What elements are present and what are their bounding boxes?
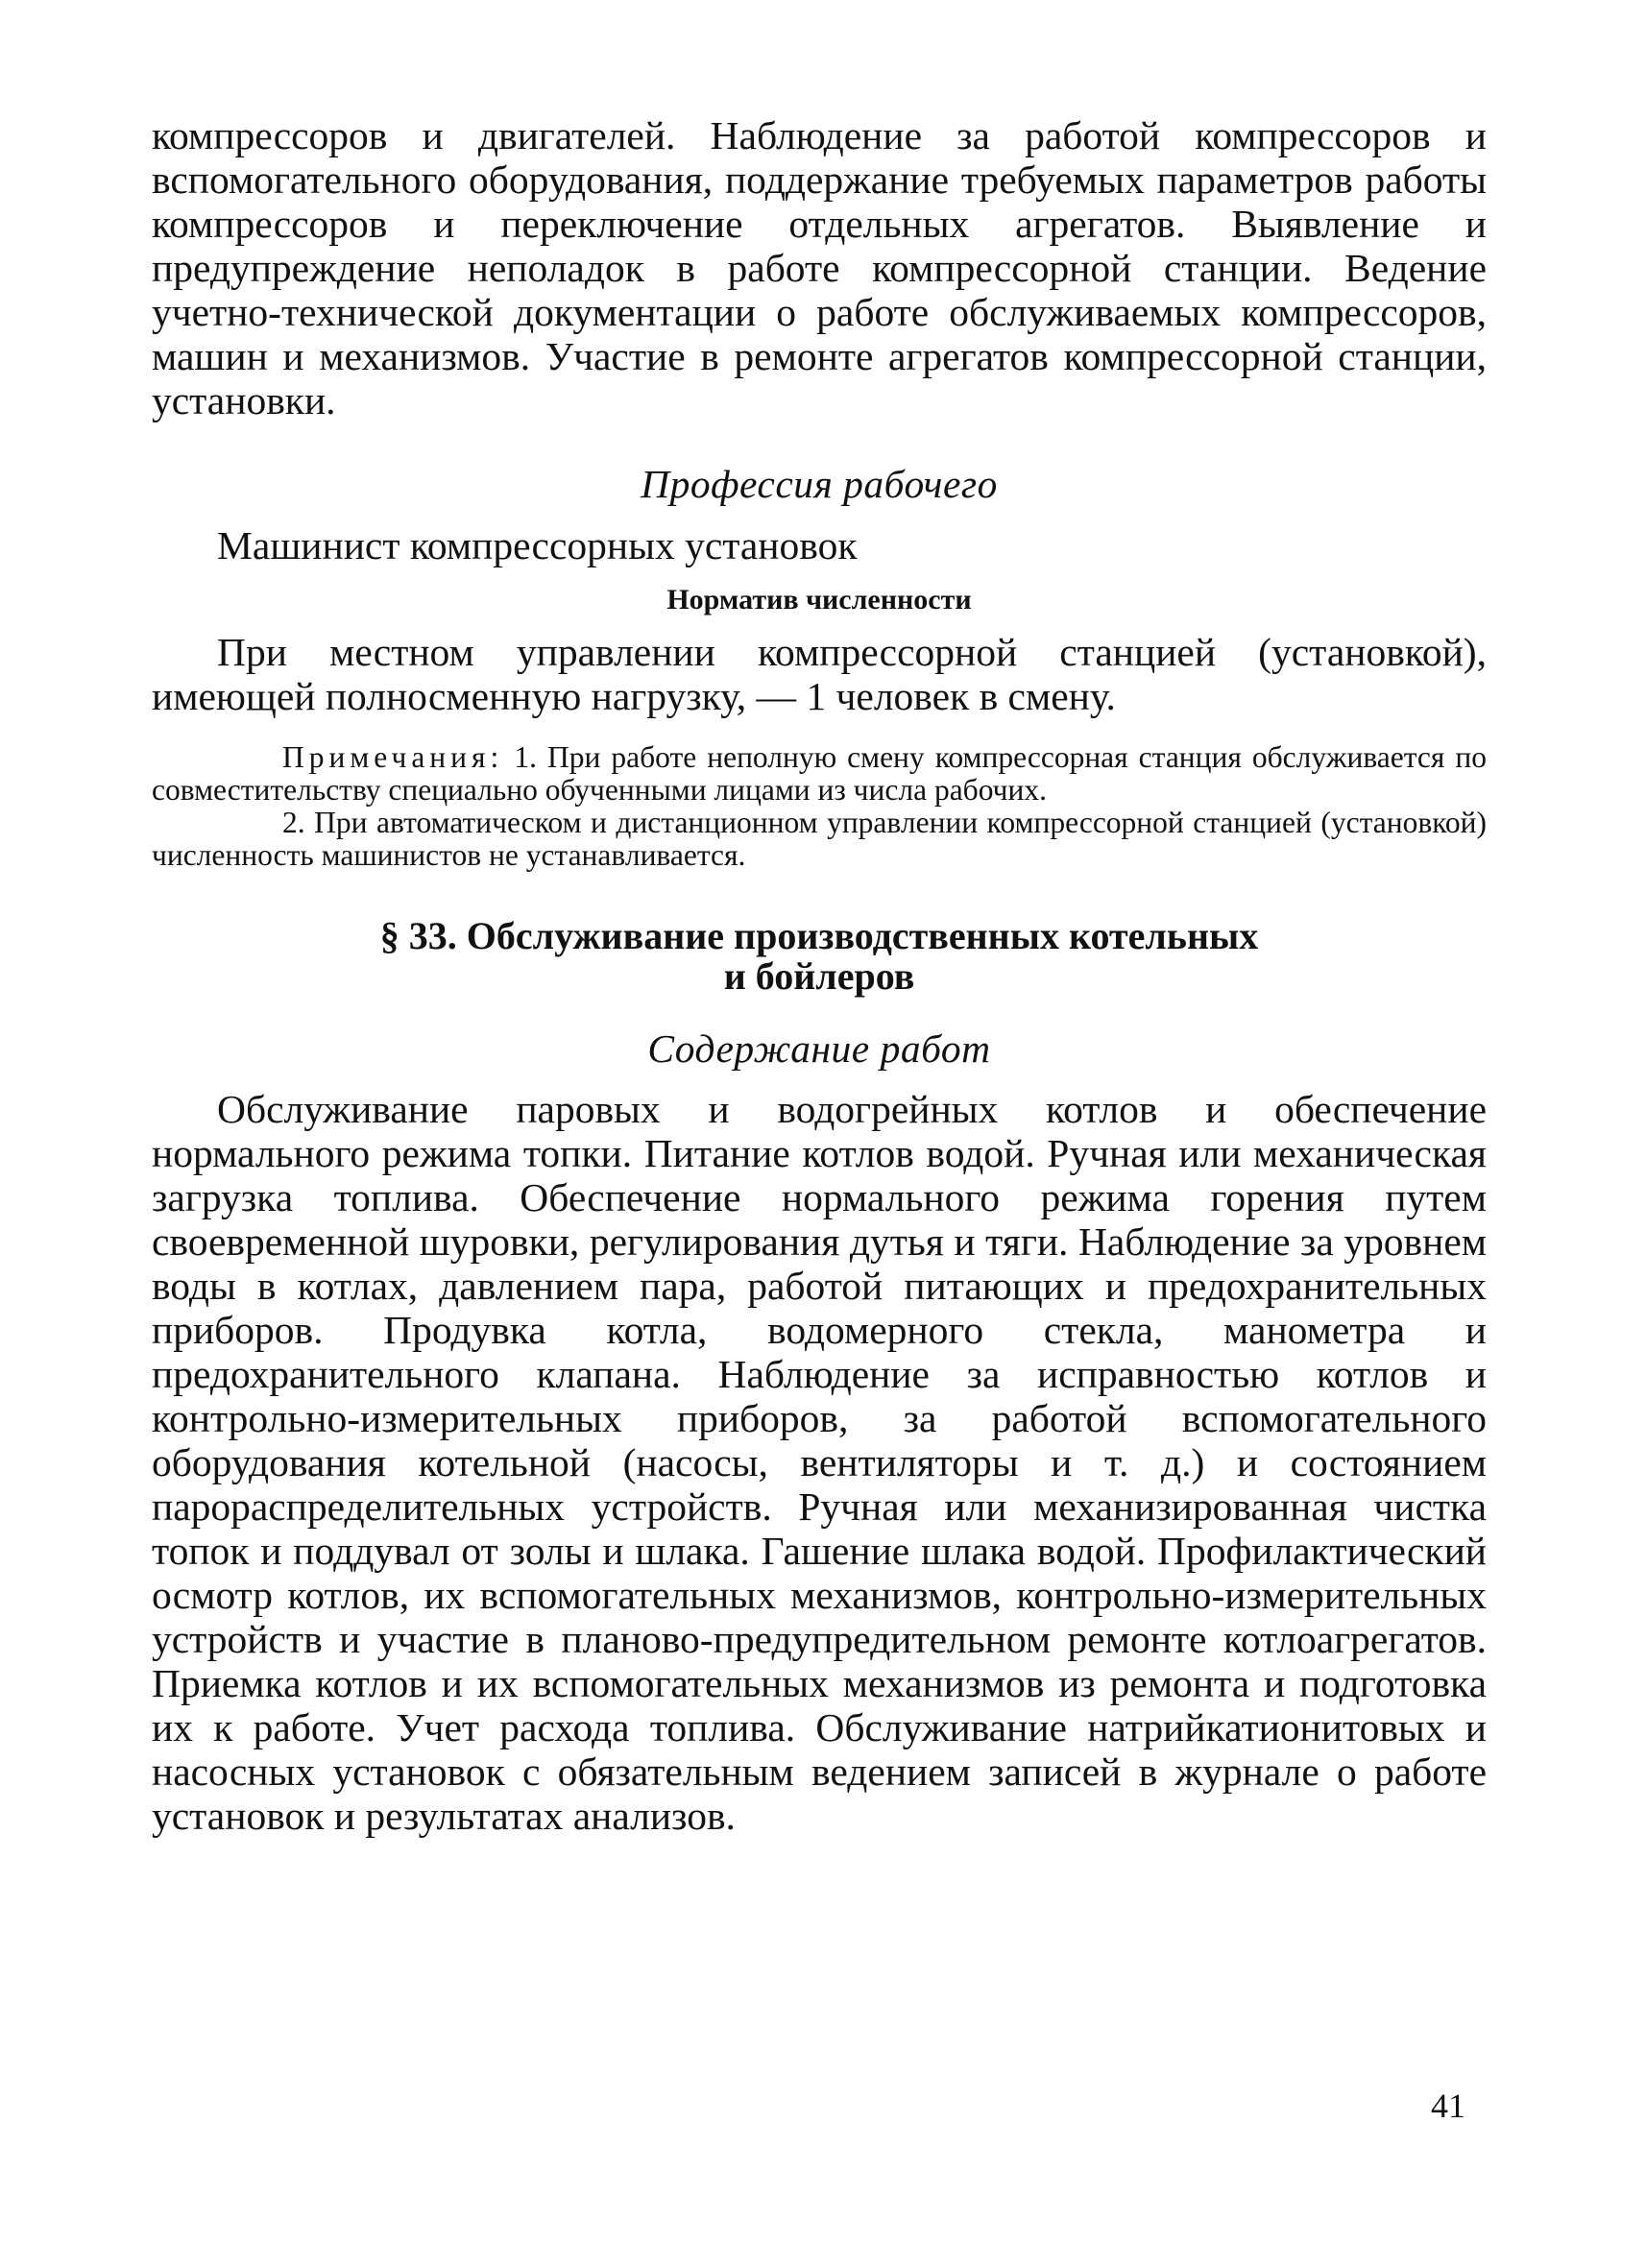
note-2: 2. При автоматическом и дистанционном управлении компрессорной станцией (установкой) численность машинистов не устанавливается. [152, 806, 1487, 872]
content-heading: Содержание работ [647, 1026, 991, 1071]
notes-label: Примечания: [282, 740, 504, 774]
section-heading-line1: § 33. Обслуживание производственных котельных [379, 914, 1259, 957]
norm-text: При местном управлении компрессорной станцией (установкой), имеющей полносменную нагрузку, — 1 человек в смену. [152, 630, 1487, 718]
profession-heading: Профессия рабочего [641, 462, 998, 506]
norm-heading: Норматив численности [666, 584, 972, 615]
notes-block [152, 741, 1487, 872]
intro-paragraph: компрессоров и двигателей. Наблюдение за работой компрессоров и вспомогательного оборудования, поддержание требуемых параметров работы компрессоров и переключение отдельных агрегатов. Выявление и предупреждение неполадок в работе компрессорной станции. Ведение учетно-технической документации о работе обслуживаемых компрессоров, машин и механизмов. Участие в ремонте агрегатов компрессорной станции, установки. [152, 113, 1487, 422]
note-1-text: 1. При работе неполную смену компрессорная станция обслуживается по совместительству специально обученными лицами из числа рабочих. [152, 740, 1488, 807]
section-heading-line2: и бойлеров [723, 954, 915, 998]
page-body [152, 113, 1487, 1838]
section-heading [152, 916, 1487, 997]
content-paragraph: Обслуживание паровых и водогрейных котлов и обеспечение нормального режима топки. Питание котлов водой. Ручная или механическая загрузка топлива. Обеспечение нормального режима горения путем своевременной шуровки, регулирования дутья и тяги. Наблюдение за уровнем воды в котлах, давлением пара, работой питающих и предохранительных приборов. Продувка котла, водомерного стекла, манометра и предохранительного клапана. Наблюдение за исправностью котлов и контрольно-измерительных приборов, за работой вспомогательного оборудования котельной (насосы, вентиляторы и т. д.) и состоянием парораспределительных устройств. Ручная или механизированная чистка топок и поддувал от золы и шлака. Гашение шлака водой. Профилактический осмотр котлов, их вспомогательных механизмов, контрольно-измерительных устройств и участие в планово-предупредительном ремонте котлоагрегатов. Приемка котлов и их вспомогательных механизмов из ремонта и подготовка их к работе. Учет расхода топлива. Обслуживание натрийкатионитовых и насосных установок с обязательным ведением записей в журнале о работе установок и результатах анализов. [152, 1087, 1487, 1838]
page-number: 41 [1431, 2087, 1465, 2125]
profession-name: Машинист компрессорных установок [217, 523, 858, 567]
note-1 [152, 741, 1487, 807]
